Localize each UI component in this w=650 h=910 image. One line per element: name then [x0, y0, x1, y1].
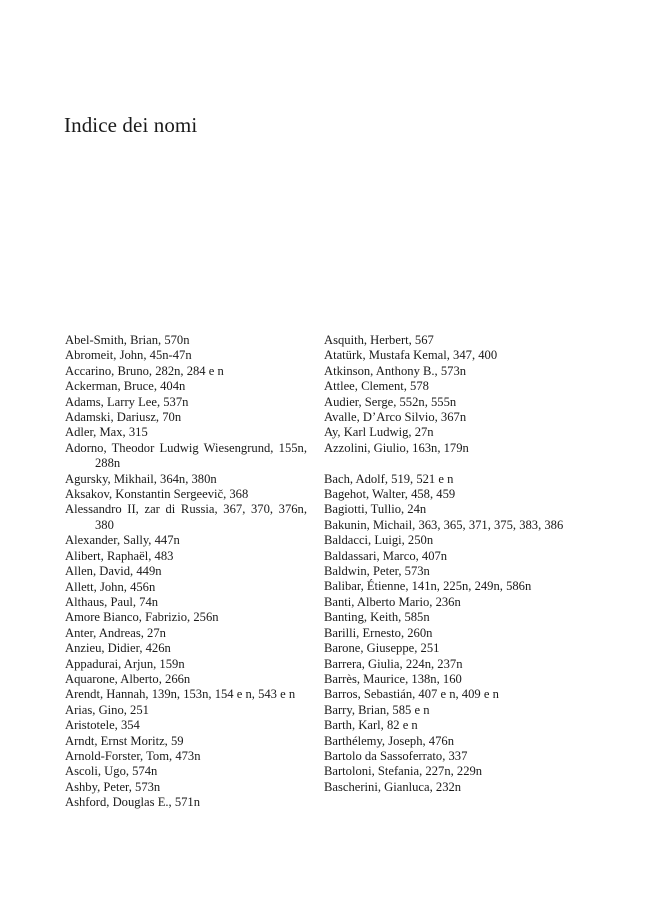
- index-entry: Agursky, Mikhail, 364n, 380n: [65, 471, 217, 486]
- index-entry: Bartolo da Sassoferrato, 337: [324, 748, 468, 763]
- index-entry: Azzolini, Giulio, 163n, 179n: [324, 440, 469, 455]
- index-entry: Barrera, Giulia, 224n, 237n: [324, 656, 463, 671]
- index-entry: Attlee, Clement, 578: [324, 379, 429, 394]
- index-entry: Bascherini, Gianluca, 232n: [324, 779, 462, 794]
- index-entry: Barth, Karl, 82 e n: [324, 718, 418, 733]
- index-entry: Arendt, Hannah, 139n, 153n, 154 e n, 543 e n: [65, 687, 296, 702]
- index-entry: Allett, John, 456n: [65, 579, 156, 594]
- index-entry: Althaus, Paul, 74n: [65, 594, 159, 609]
- index-entry: Baldacci, Luigi, 250n: [324, 533, 434, 548]
- index-entry: Barilli, Ernesto, 260n: [324, 625, 433, 640]
- index-entry: Asquith, Herbert, 567: [324, 333, 434, 347]
- index-entry: Bagehot, Walter, 458, 459: [324, 487, 456, 502]
- index-entry: Avalle, D’Arco Silvio, 367n: [324, 410, 467, 425]
- index-entry: Bakunin, Michail, 363, 365, 371, 375, 383, 386: [324, 517, 564, 532]
- index-entry: Amore Bianco, Fabrizio, 256n: [65, 610, 219, 625]
- index-entry: Aristotele, 354: [65, 718, 140, 733]
- index-entry: Atatürk, Mustafa Kemal, 347, 400: [324, 348, 498, 363]
- index-entry: Arnold-Forster, Tom, 473n: [65, 748, 201, 763]
- index-entry: Banti, Alberto Mario, 236n: [324, 594, 461, 609]
- index-entry: Arias, Gino, 251: [65, 702, 149, 717]
- index-entry: Audier, Serge, 552n, 555n: [324, 394, 457, 409]
- index-entry: Baldassari, Marco, 407n: [324, 548, 448, 563]
- index-entry: Barrès, Maurice, 138n, 160: [324, 671, 462, 686]
- index-entry: Alessandro II, zar di Russia, 367, 370, 376n, 380: [65, 502, 307, 532]
- index-entry: Barros, Sebastián, 407 e n, 409 e n: [324, 687, 499, 702]
- index-entry: Accarino, Bruno, 282n, 284 e n: [65, 363, 224, 378]
- index-entry: Adler, Max, 315: [65, 425, 148, 440]
- index-entry: Ay, Karl Ludwig, 27n: [324, 425, 434, 440]
- index-entry: Ashby, Peter, 573n: [65, 779, 161, 794]
- index-entry: Ackerman, Bruce, 404n: [65, 379, 186, 394]
- index-entry: Bach, Adolf, 519, 521 e n: [324, 471, 454, 486]
- index-entry: Ashford, Douglas E., 571n: [65, 795, 201, 810]
- index-entry: Aquarone, Alberto, 266n: [65, 671, 191, 686]
- index-entry: Adorno, Theodor Ludwig Wiesengrund, 155n, 288n: [65, 440, 307, 471]
- index-entry: Baldwin, Peter, 573n: [324, 564, 430, 579]
- index-entry: Ascoli, Ugo, 574n: [65, 764, 158, 779]
- index-entry: Alexander, Sally, 447n: [65, 533, 180, 548]
- index-entry: Abromeit, John, 45n-47n: [65, 348, 192, 363]
- index-entry: Balibar, Étienne, 141n, 225n, 249n, 586n: [324, 579, 532, 594]
- index-entry: Alibert, Raphaël, 483: [65, 548, 174, 563]
- index-entry: Bagiotti, Tullio, 24n: [324, 502, 427, 517]
- index-entry: Adams, Larry Lee, 537n: [65, 394, 189, 409]
- index-column-right: [324, 333, 568, 795]
- index-entry: Appadurai, Arjun, 159n: [65, 656, 185, 671]
- index-entry: Barthélemy, Joseph, 476n: [324, 733, 454, 748]
- index-entry: Adamski, Dariusz, 70n: [65, 410, 182, 425]
- index-column-left: [65, 333, 307, 811]
- index-entry: Arndt, Ernst Moritz, 59: [65, 733, 184, 748]
- index-entry: Banting, Keith, 585n: [324, 610, 430, 625]
- index-entry: Abel-Smith, Brian, 570n: [65, 333, 190, 347]
- index-entry: Atkinson, Anthony B., 573n: [324, 363, 467, 378]
- index-entry: Barry, Brian, 585 e n: [324, 702, 430, 717]
- page-title: Indice dei nomi: [64, 113, 198, 137]
- index-entry: Anzieu, Didier, 426n: [65, 641, 171, 656]
- index-entry: Anter, Andreas, 27n: [65, 625, 166, 640]
- index-entry: Allen, David, 449n: [65, 564, 162, 579]
- index-entry: Aksakov, Konstantin Sergeevič, 368: [65, 487, 249, 502]
- index-entry: Barone, Giuseppe, 251: [324, 641, 440, 656]
- index-entry: Bartoloni, Stefania, 227n, 229n: [324, 764, 483, 779]
